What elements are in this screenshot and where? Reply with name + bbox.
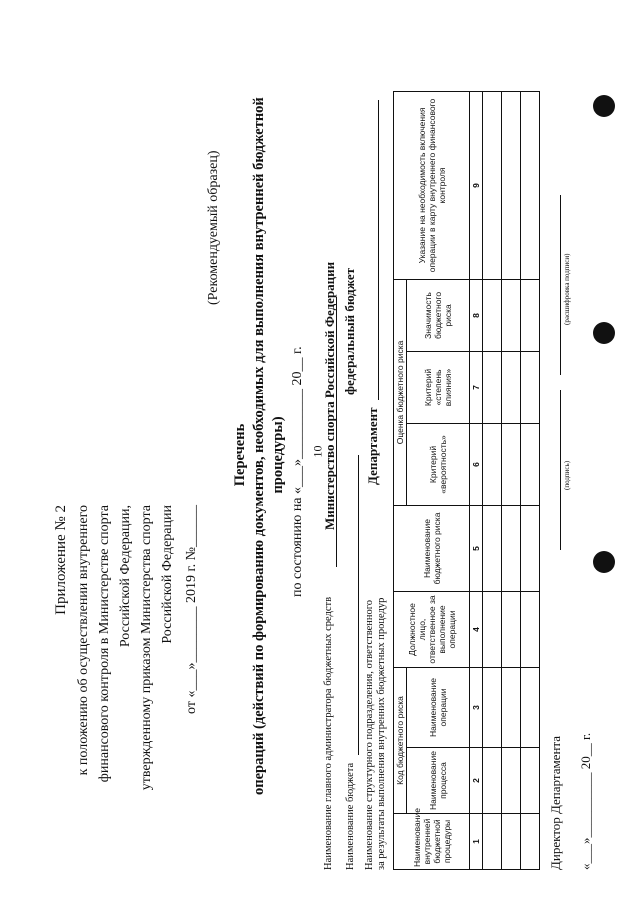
col-number: 8 bbox=[470, 279, 483, 351]
signature-hint: (подпись) bbox=[563, 460, 571, 490]
appendix-line-2: финансового контроля в Министерстве спорта bbox=[97, 505, 112, 783]
name-line bbox=[560, 195, 561, 375]
col-header-probability: Критерий «вероятность» bbox=[407, 423, 470, 505]
budget-line bbox=[358, 455, 359, 755]
col-header-control-map: Указание на необходимость включения операции в карту внутреннего финансового контроля bbox=[394, 91, 470, 279]
appendix-line-1: к положению об осуществлении внутреннего bbox=[76, 505, 91, 776]
col-number: 5 bbox=[470, 505, 483, 591]
group-header-risk-code: Код бюджетного риска bbox=[394, 667, 407, 813]
report-date: по состоянию на «___»__________ 20__ г. bbox=[290, 346, 305, 597]
budget-value: федеральный бюджет bbox=[342, 267, 357, 395]
document-title: Перечень bbox=[232, 423, 248, 487]
unit-line bbox=[378, 100, 379, 400]
col-header-responsible: Должностное лицо, ответственное за выполнение операции bbox=[394, 591, 470, 667]
col-header-process: Наименование процесса bbox=[407, 748, 470, 814]
admin-label: Наименование главного администратора бюджетных средств bbox=[323, 596, 334, 870]
appendix-line-6: от «___»________ 2019 г. №______ bbox=[184, 505, 199, 714]
col-number: 4 bbox=[470, 591, 483, 667]
col-header-impact: Критерий «степень влияния» bbox=[407, 351, 470, 423]
appendix-line-3: Российской Федерации, bbox=[118, 505, 133, 648]
table-row bbox=[502, 91, 521, 869]
col-number: 6 bbox=[470, 423, 483, 505]
unit-label-line-2: за результаты выполнения внутренних бюджетных процедур bbox=[376, 597, 387, 870]
group-header-risk-evaluation: Оценка бюджетного риска bbox=[394, 279, 407, 505]
sample-note: (Рекомендуемый образец) bbox=[206, 150, 221, 305]
director-position: Директор Департамента bbox=[548, 735, 563, 870]
appendix-line-5: Российской Федерации bbox=[160, 505, 175, 644]
col-header-significance: Значимость бюджетного риска bbox=[407, 279, 470, 351]
column-number-row bbox=[470, 91, 483, 869]
col-number: 7 bbox=[470, 351, 483, 423]
name-hint: (расшифровка подписи) bbox=[563, 253, 571, 325]
unit-label-line-1: Наименование структурного подразделения, ответственного bbox=[364, 599, 375, 870]
col-number: 1 bbox=[470, 814, 483, 870]
appendix-title: Приложение № 2 bbox=[53, 505, 69, 615]
col-header-procedure: Наименование внутренней бюджетной процедуры bbox=[394, 814, 470, 870]
budget-label: Наименование бюджета bbox=[345, 762, 356, 870]
col-header-risk-name: Наименование бюджетного риска bbox=[394, 505, 470, 591]
col-number: 9 bbox=[470, 91, 483, 279]
col-header-operation: Наименование операции bbox=[407, 667, 470, 747]
table-row bbox=[483, 91, 502, 869]
admin-value: Министерство спорта Российской Федерации bbox=[322, 261, 337, 530]
table-row bbox=[521, 91, 540, 869]
document-title-line-2: операций (действий по формированию документов, необходимых для выполнения внутренней бюджетной bbox=[251, 97, 267, 795]
signature-line bbox=[560, 390, 561, 550]
col-number: 3 bbox=[470, 667, 483, 747]
col-number: 2 bbox=[470, 748, 483, 814]
appendix-line-4: утвержденному приказом Министерства спорта bbox=[139, 505, 154, 791]
document-title-line-3: процедуры) bbox=[270, 416, 286, 494]
page-number: 10 bbox=[310, 445, 325, 458]
signature-date: «___»__________ 20__ г. bbox=[578, 732, 593, 870]
operations-table bbox=[393, 91, 540, 870]
unit-value: Департамент bbox=[365, 407, 380, 485]
